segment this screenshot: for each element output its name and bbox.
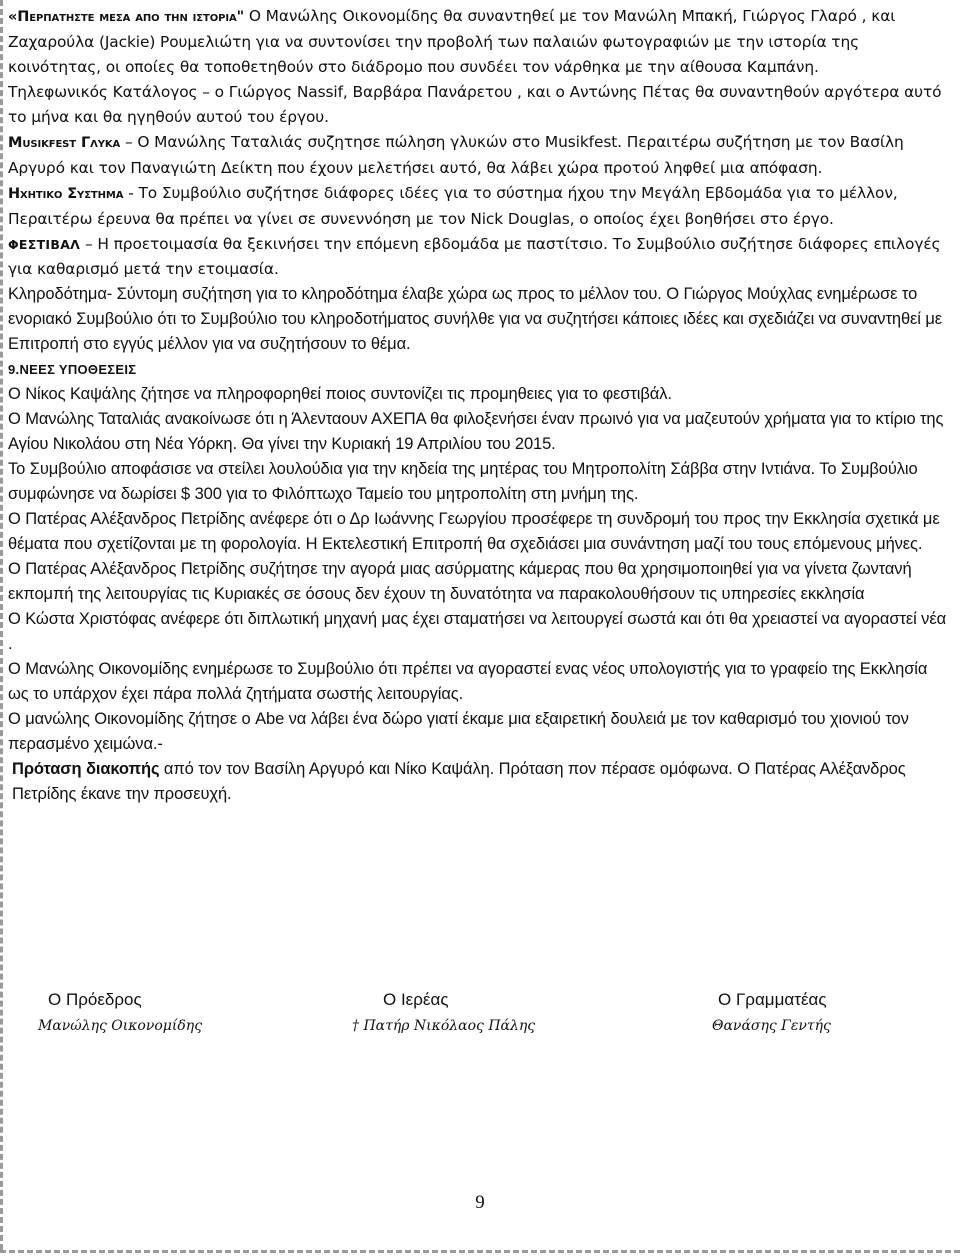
paragraph-tax-help [8, 507, 948, 557]
section-heading: «Περπατηστε μεσα απο την ιστορια" [8, 9, 245, 25]
paragraph-text: Ο μανώλης Οικονομίδης ζήτησε ο Abe να λάβει ένα δώρο γιατί έκαμε μια εξαιρετική δουλειά με τον καθαρισμό του χιονιού τον περασμένο χειμώνα.- [8, 710, 909, 753]
paragraph-text: από τον τον Βασίλη Αργυρό και Νίκο Καψάλη. Πρόταση πον πέρασε ομόφωνα. Ο Πατέρας Αλέξανδρος Πετρίδης έκανε την προσευχή. [12, 760, 906, 803]
paragraph-endowment [8, 282, 948, 357]
paragraph-festival-supplies [8, 382, 948, 407]
paragraph-adjournment [8, 757, 948, 807]
paragraph-new-business-heading [8, 357, 948, 382]
paragraph-text: Ο Πατέρας Αλέξανδρος Πετρίδης ανέφερε ότι ο Δρ Ιωάννης Γεωργίου προσέφερε τη συνδρομή του προς την Εκκλησία σχετικά με θέματα που σχετίζονται με τη φορολογία. Η Εκτελεστική Επιτροπή θα σχεδιάσει μια συνάντηση μαζί του τους επόμενους μήνες. [8, 510, 940, 553]
paragraph-computer [8, 657, 948, 707]
president-signature: Μανώλης Οικονομίδης [38, 1018, 203, 1034]
section-heading: Musikfest Γλυκα [8, 135, 121, 151]
paragraph-phone-directory [8, 80, 948, 130]
paragraph-folding-machine [8, 607, 948, 657]
page-number: 9 [475, 1192, 485, 1213]
paragraph-funeral-flowers [8, 457, 948, 507]
paragraph-history-walk [8, 4, 948, 80]
paragraph-text: Ο Πατέρας Αλέξανδρος Πετρίδης συζήτησε την αγορά μιας ασύρματης κάμερας που θα χρησιμοποιηθεί για να γίνετα ζωντανή εκπομπή της λειτουργίας τις Κυριακές σε όσους δεν έχουν τη δυνατότητα να παρακολουθήσουν τις υπηρεσίες εκκλησία [8, 560, 912, 603]
paragraph-text: – Ο Μανώλης Ταταλιάς συζητησε πώληση γλυκών στο Musikfest. Περαιτέρω συζήτηση με τον Βασίλη Αργυρό και τον Παναγιώτη Δείκτη που έχουν μελετήσει αυτό, θα λάβει χώρα προτού ληφθεί μια απόφαση. [8, 133, 904, 177]
priest-title: Ο Ιερέας [383, 990, 449, 1009]
paragraph-text: Το Συμβούλιο αποφάσισε να στείλει λουλούδια για την κηδεία της μητέρας του Μητροπολίτη Σάββα στην Ιντιάνα. Το Συμβούλιο συμφώνησε να δωρίσει $ 300 για το Φιλόπτωχο Ταμείο του μητροπολίτη στη μνήμη της. [8, 460, 918, 503]
secretary-signature: Θανάσης Γεντής [712, 1018, 831, 1034]
paragraph-text: Ο Μανώλης Οικονομίδης ενημέρωσε το Συμβούλιο ότι πρέπει να αγοραστεί ενας νέος υπολογιστής για το γραφείο της Εκκλησία ως το υπάρχον έχει πάρα πολλά ζητήματα σωστής λειτουργίας. [8, 660, 928, 703]
section-heading: Ηχητικο Συστημα [8, 186, 124, 202]
priest-signature: † Πατήρ Νικόλαος Πάλης [352, 1018, 536, 1034]
paragraph-festival [8, 232, 948, 282]
paragraph-text: - Το Συμβούλιο συζήτησε διάφορες ιδέες για το σύστημα ήχου την Μεγάλη Εβδομάδα για το μέλλον, Περαιτέρω έρευνα θα πρέπει να γίνει σε συνεννόηση με τον Nick Douglas, ο οποίος έχει βοηθήσει στο έργο. [8, 184, 898, 228]
paragraph-musikfest [8, 130, 948, 181]
paragraph-snow-gift [8, 707, 948, 757]
paragraph-text: Ο Νίκος Καψάλης ζήτησε να πληροφορηθεί ποιος συντονίζει τις προμηθειες για το φεστιβάλ. [8, 385, 672, 403]
paragraph-camera [8, 557, 948, 607]
minutes-body [8, 4, 948, 807]
paragraph-ahepa-breakfast [8, 407, 948, 457]
paragraph-text: Ο Μανώλης Ταταλιάς ανακοίνωσε ότι η Άλενταουν ΑΧΕΠΑ θα φιλοξενήσει έναν πρωινό για να μαζευτούν χρήματα για το κτίριο της Αγίου Νικολάου στη Νέα Υόρκη. Θα γίνει την Κυριακή 19 Απριλίου του 2015. [8, 410, 944, 453]
paragraph-text: Κληροδότημα- Σύντομη συζήτηση για το κληροδότημα έλαβε χώρα ως προς το μέλλον του. Ο Γιώργος Μούχλας ενημέρωσε το ενοριακό Συμβούλιο ότι το Συμβούλιο του κληροδοτήματος συνήλθε για να συζητήσει κάποιες ιδέες και σχεδιάζει να συναντηθεί με Επιτροπή στο εγγύς μέλλον για να συζητήσουν το θέμα. [8, 285, 942, 353]
paragraph-text: Τηλεφωνικός Κατάλογος – ο Γιώργος Nassif, Βαρβάρα Πανάρετου , και ο Αντώνης Πέτας θα συναντηθούν αργότερα αυτό το μήνα και θα ηγηθούν αυτού του έργου. [8, 83, 942, 126]
president-title: Ο Πρόεδρος [48, 990, 142, 1009]
secretary-title: Ο Γραμματέας [718, 990, 827, 1009]
page-border-bottom [0, 1250, 960, 1253]
paragraph-text: – Η προετοιμασία θα ξεκινήσει την επόμενη εβδομάδα με παστίτσιο. Το Συμβούλιο συζήτησε διάφορες επιλογές για καθαρισμό μετά την ετοιμασία. [8, 235, 941, 278]
paragraph-text: Ο Μανώλης Οικονομίδης θα συναντηθεί με τον Μανώλη Μπακή, Γιώργος Γλαρό , και Ζαχαρούλα (Jackie) Ρουμελιώτη για να συντονίσει την προβολή των παλαιών φωτογραφιών με την ιστορία της κοινότητας, οι οποίες θα τοποθετηθούν στο διάδρομο που συνδέει τον νάρθηκα με την αίθουσα Καμπάνη. [8, 7, 896, 76]
section-heading: 9.ΝΕΕΣ ΥΠΟΘΕΣΕΙΣ [8, 362, 137, 377]
page-border-left [0, 0, 6, 1250]
section-heading: Πρόταση διακοπής [12, 760, 160, 778]
paragraph-sound-system [8, 181, 948, 232]
paragraph-text: Ο Κώστα Χριστόφας ανέφερε ότι διπλωτική μηχανή μας έχει σταματήσει να λειτουργεί σωστά και ότι θα χρειαστεί να αγοραστεί νέα . [8, 610, 947, 653]
section-heading: ΦΕΣΤΙΒΑΛ [8, 237, 81, 252]
